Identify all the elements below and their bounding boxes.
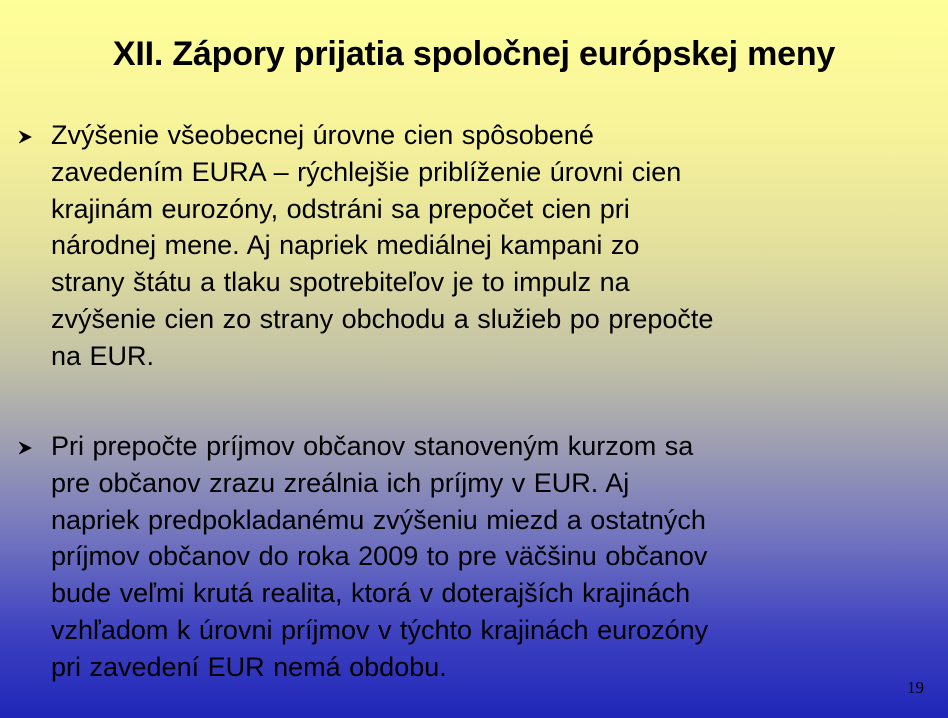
- bullet-line: pri zavedení EUR nemá obdobu.: [51, 651, 447, 682]
- bullet-line: na EUR.: [51, 340, 155, 371]
- bullet-text: [51, 117, 921, 375]
- slide-title: XII. Zápory prijatia spoločnej európskej meny: [112, 35, 836, 73]
- page-number: 19: [907, 678, 924, 697]
- bullet-line: vzhľadom k úrovni príjmov v týchto krajinách eurozóny: [51, 614, 709, 645]
- bullet-line: strany štátu a tlaku spotrebiteľov je to impulz na: [51, 267, 630, 298]
- arrow-bullet-icon: [17, 440, 33, 456]
- arrow-bullet-icon: [17, 129, 33, 145]
- bullet-line: Pri prepočte príjmov občanov stanoveným kurzom sa: [51, 431, 694, 461]
- bullet-line: príjmov občanov do roka 2009 to pre väčšinu občanov: [51, 541, 708, 572]
- bullet-line: Zvýšenie všeobecnej úrovne cien spôsobené: [51, 120, 594, 150]
- bullet-line: národnej mene. Aj napriek mediálnej kampani zo: [51, 230, 640, 261]
- bullet-line: bude veľmi krutá realita, ktorá v doterajších krajinách: [51, 578, 691, 609]
- bullet-line: krajinám eurozóny, odstráni sa prepočet cien pri: [51, 193, 630, 224]
- bullet-line: zvýšenie cien zo strany obchodu a služieb po prepočte: [51, 303, 714, 334]
- bullet-line: napriek predpokladanému zvýšeniu miezd a ostatných: [51, 504, 706, 535]
- bullet-line: zavedením EURA – rýchlejšie priblíženie úrovni cien: [51, 156, 682, 187]
- bullet-text: [51, 428, 921, 686]
- bullet-line: pre občanov zrazu zreálnia ich príjmy v EUR. Aj: [51, 467, 630, 498]
